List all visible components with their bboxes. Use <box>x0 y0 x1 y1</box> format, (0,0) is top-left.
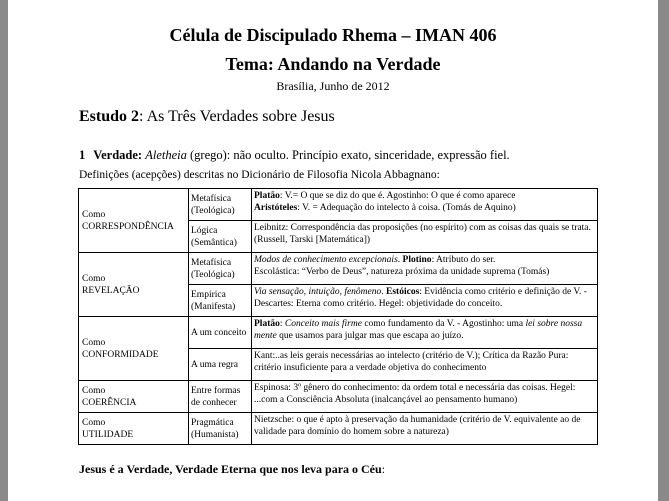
description-cell: Kant:..as leis gerais necessárias ao intelecto (critério de V.); Crítica da Razão Pura: critério insuficiente para a verdade objetiva do conhecimento <box>252 349 598 381</box>
description-cell: Espinosa: 3º gênero do conhecimento: da ordem total e necessária das coisas. Hegel: ...com a Consciência Absoluta (inalcançável ao pensamento humano) <box>252 381 598 413</box>
description-text: : Evidência como critério e definição de V. - Descartes: Eterna como critério. Hegel: objetividade do conceito. <box>254 287 587 309</box>
type-cell: Lógica (Semântica) <box>189 221 252 253</box>
description-italic: Conceito mais firme <box>284 319 362 329</box>
category-label: REVELAÇÃO <box>82 285 140 296</box>
author-name: Platão <box>254 191 280 201</box>
description-cell: Platão: Conceito mais firme como fundamento da V. - Agostinho: uma lei sobre nossa mente que usamos para julgar mas que escapa ao juízo. <box>252 317 598 349</box>
definitions-table <box>78 188 598 445</box>
greek-word: Aletheia <box>145 148 187 162</box>
section-verdade <box>79 148 510 163</box>
description-text: : V.= O que se diz do que é. Agostinho: O que é como aparece <box>279 191 516 201</box>
table-row <box>79 381 598 413</box>
category-cell <box>79 253 189 317</box>
author-name: Platão <box>254 319 280 329</box>
description-italic: Via sensação, intuição, fenômeno <box>254 287 382 297</box>
type-cell: Metafísica (Teológica) <box>189 189 252 221</box>
category-label: CONFORMIDADE <box>82 349 159 360</box>
category-prefix: Como <box>82 417 106 428</box>
type-cell: Empírica (Manifesta) <box>189 285 252 317</box>
author-name: Estóicos <box>386 287 420 297</box>
description-cell: Leibnitz: Correspondência das proposições (no espírito) com as coisas das quais se trata. (Russell, Tarski [Matemática]) <box>252 221 598 253</box>
description-text: que usamos para julgar mas que escapa ao juízo. <box>276 331 464 341</box>
category-prefix: Como <box>82 337 106 348</box>
place-date: Brasília, Junho de 2012 <box>276 79 390 93</box>
category-cell <box>79 317 189 381</box>
description-text: : Atributo do ser. <box>431 255 496 265</box>
category-label: CORRESPONDÊNCIA <box>82 221 174 232</box>
table-row <box>79 413 598 445</box>
description-text: Escolástica: “Verbo de Deus”, natureza próxima da unidade suprema (Tomás) <box>254 267 550 277</box>
type-cell: Metafísica (Teológica) <box>189 253 252 285</box>
description-cell: Nietzsche: o que é apto à preservação da humanidade (critério de V. equivalente ao de validade para domínio do homem sobre a natureza) <box>252 413 598 445</box>
section-rest: (grego): não oculto. Princípio exato, sinceridade, expressão fiel. <box>186 148 510 162</box>
separator: . <box>397 255 403 265</box>
table-row <box>79 189 598 221</box>
category-prefix: Como <box>82 385 106 396</box>
description-italic: lei sobre nossa mente <box>254 319 583 341</box>
footer-statement <box>79 462 385 477</box>
study-label: Estudo 2 <box>79 108 140 125</box>
category-prefix: Como <box>82 273 106 284</box>
document-subtitle: Tema: Andando na Verdade <box>225 54 441 74</box>
section-number: 1 <box>79 148 86 162</box>
description-cell <box>252 189 598 221</box>
footer-text: Jesus é a Verdade, Verdade Eterna que nos leva para o Céu <box>79 462 382 476</box>
category-cell <box>79 189 189 253</box>
category-label: COERÊNCIA <box>82 397 137 408</box>
type-cell: A um conceito <box>189 317 252 349</box>
study-heading <box>79 108 335 126</box>
footer-colon: : <box>381 462 386 476</box>
table-row <box>79 253 598 285</box>
separator: . <box>381 287 387 297</box>
description-text: : V. = Adequação do intelecto à coisa. (Tomás de Aquino) <box>297 203 516 213</box>
category-prefix: Como <box>82 209 106 220</box>
type-cell: Entre formas de conhecer <box>189 381 252 413</box>
description-cell <box>252 285 598 317</box>
type-cell: A uma regra <box>189 349 252 381</box>
author-name: Plotino <box>402 255 432 265</box>
type-cell: Pragmática (Humanista) <box>189 413 252 445</box>
description-text: como fundamento da V. - Agostinho: uma <box>361 319 526 329</box>
category-label: UTILIDADE <box>82 429 134 440</box>
section-term: Verdade: <box>93 148 143 162</box>
author-name: Aristóteles <box>254 203 298 213</box>
table-row <box>79 317 598 349</box>
definitions-intro: Definições (acepções) descritas no Dicionário de Filosofia Nicola Abbagnano: <box>79 169 440 181</box>
category-cell <box>79 381 189 413</box>
category-cell <box>79 413 189 445</box>
description-italic: Modos de conhecimento excepcionais <box>254 255 398 265</box>
document-page <box>8 0 658 501</box>
document-title: Célula de Discipulado Rhema – IMAN 406 <box>169 25 497 45</box>
description-cell <box>252 253 598 285</box>
study-title: : As Três Verdades sobre Jesus <box>139 108 335 125</box>
